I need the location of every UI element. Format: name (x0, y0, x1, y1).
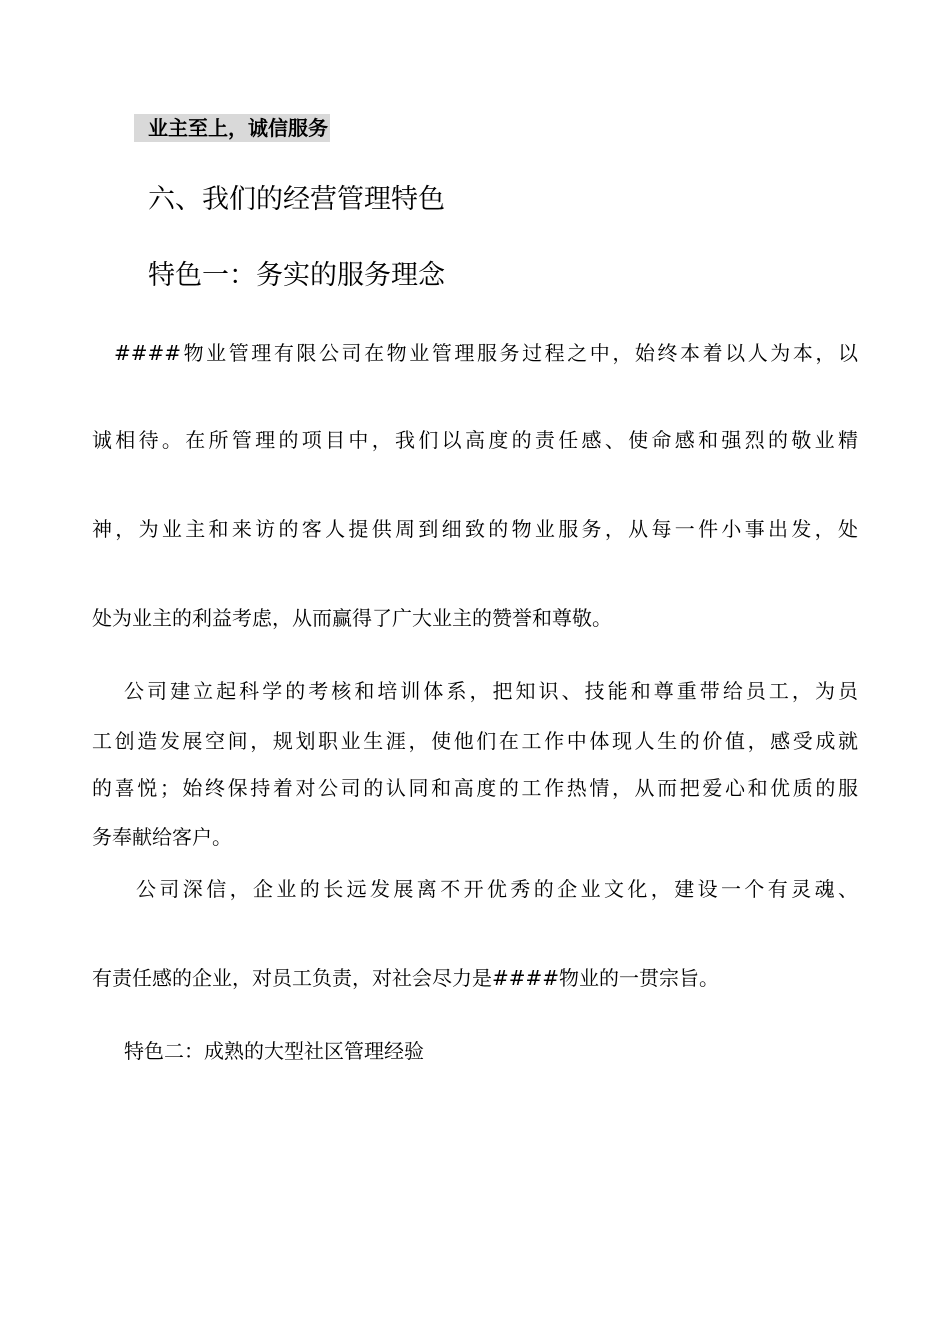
paragraph-line: 公司深信，企业的长远发展离不开优秀的企业文化，建设一个有灵魂、 (136, 877, 858, 901)
paragraph-line: 公司建立起科学的考核和培训体系，把知识、技能和尊重带给员工，为员 (124, 679, 858, 703)
paragraph-line: 有责任感的企业，对员工负责，对社会尽力是####物业的一贯宗旨。 (92, 966, 720, 990)
section-title: 六、我们的经营管理特色 (148, 184, 445, 215)
paragraph-line: 务奉献给客户。 (92, 825, 232, 849)
paragraph-line: 处为业主的利益考虑，从而赢得了广大业主的赞誉和尊敬。 (92, 606, 612, 630)
paragraph-line: 诚相待。在所管理的项目中，我们以高度的责任感、使命感和强烈的敬业精 (92, 428, 858, 452)
paragraph-line: ####物业管理有限公司在物业管理服务过程之中，始终本着以人为本，以 (114, 341, 858, 365)
motto-highlight: 业主至上，诚信服务 (134, 114, 330, 142)
paragraph-line: 的喜悦；始终保持着对公司的认同和高度的工作热情，从而把爱心和优质的服 (92, 776, 858, 800)
paragraph-line: 工创造发展空间，规划职业生涯，使他们在工作中体现人生的价值，感受成就 (92, 729, 858, 753)
paragraph-line: 神，为业主和来访的客人提供周到细致的物业服务，从每一件小事出发，处 (92, 517, 858, 541)
feature-two-title: 特色二：成熟的大型社区管理经验 (124, 1039, 424, 1063)
feature-one-title: 特色一：务实的服务理念 (148, 260, 445, 291)
